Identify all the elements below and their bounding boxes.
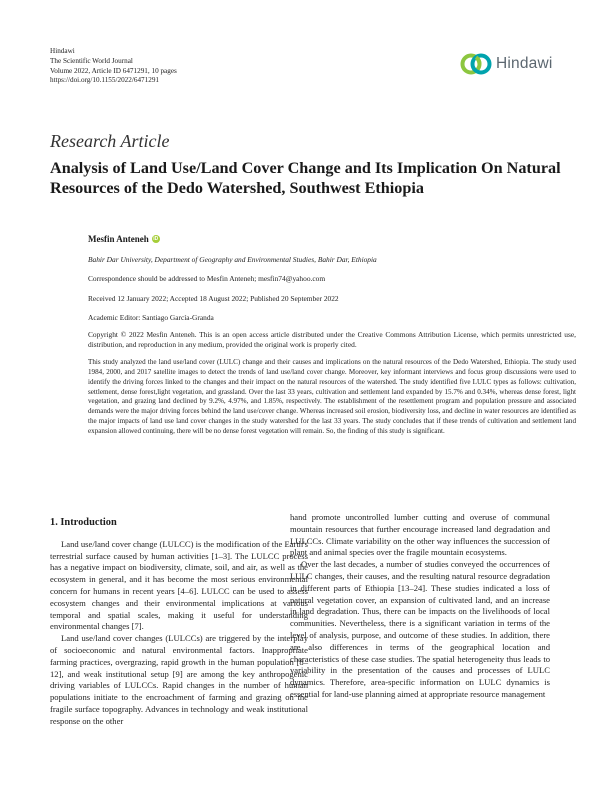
body-column-left: [50, 517, 308, 728]
logo-text: Hindawi: [496, 55, 553, 72]
publication-dates: Received 12 January 2022; Accepted 18 August 2022; Published 20 September 2022: [88, 294, 339, 303]
abstract: This study analyzed the land use/land cover (LULC) change and their causes and implications on the natural resources of the Dedo Watershed, Ethiopia. The study used 1984, 2000, and 2017 satellite images to detect the trends of land use/land cover change. Moreover, key informant interviews and focus group discussions were used to identify the driving forces linked to the changes and their impact on the natural resources of the watershed. The study identified five LULC types as follows: cultivation, settlement, dense forest,light vegetation, and grassland. Over the last 33 years, cultivation and settlement land expanded by 15.7% and 0.34%, whereas dense forest, light vegetation, and grazing land declined by 9.2%, 4.97%, and 1.85%, respectively. The establishment of the resettlement program and population pressure and associated demands were the major driving forces behind the land use/cover change. Whereas increased soil erosion, biodiversity loss, and decline in water resources are identified as the major impacts of land use land cover changes in the study watershed for the last 33 years. The study concludes that if these trends of cultivation and settlement land expansion allowed continuing, there will be no dense forest vegetation will remain. So, the finding of this study is significant.: [88, 358, 576, 435]
correspondence: Correspondence should be addressed to Mesfin Anteneh; mesfin74@yahoo.com: [88, 274, 326, 283]
body-paragraph: Land use/land cover changes (LULCCs) are triggered by the interplay of socioeconomic and natural environmental factors. Inappropriate farming practices, overgrazing, rapid growth in the human population [8–12], and weak institutional setup [9] are among the key anthropogenic driving variables of LULCCs. Rapid changes in the number of human populations initiate to the encroachment of farming and grazing on the fragile surface topography. Advances in technology and weak institutional response on the other: [50, 633, 308, 726]
body-paragraph: Land use/land cover change (LULCC) is the modification of the Earth's terrestrial surface caused by human activities [1–3]. The LULCC process has a negative impact on biodiversity, climate, soil, and air, as well as the ecosystem in general, and it has become the most serious environmental concern for humans in recent years [4–6]. LULCC can be used to assess ecosystem changes and their environmental implications at various temporal and spatial scales, making it useful for understanding environmental changes [7].: [50, 538, 308, 632]
body-paragraph: Over the last decades, a number of studies conveyed the occurrences of LULC changes, their causes, and the resulting natural resource degradation in different parts of Ethiopia [13–24]. These studies indicated a loss of natural vegetation cover, an expansion of cultivated land, and an increase in land degradation. Thus, there can be impacts on the livelihoods of local communities. Nevertheless, there is a significant variation in terms of the level of analysis, purpose, and outcome of these studies. In addition, there are also differences in terms of the geographical location and characteristics of these case studies. The spatial heterogeneity thus leads to variability in the presentation of the causes and processes of LULC dynamics. Therefore, area-specific information on LULC dynamics is essential for land-use planning aimed at appropriate resource management: [290, 559, 550, 699]
author-line: [88, 234, 160, 244]
section-title: 1. Introduction: [50, 517, 117, 528]
academic-editor: Academic Editor: Santiago García-Granda: [88, 313, 214, 322]
publisher-name: Hindawi: [50, 47, 75, 55]
body-column-right: [290, 512, 550, 701]
author-name[interactable]: Mesfin Anteneh: [88, 234, 149, 244]
hindawi-rings-icon: [459, 52, 493, 76]
article-title: Analysis of Land Use/Land Cover Change and Its Implication On Natural Resources of the Dedo Watershed, Southwest Ethiopia: [50, 159, 561, 197]
affiliation: Bahir Dar University, Department of Geography and Environmental Studies, Bahir Dar, Ethiopia: [88, 255, 377, 264]
copyright-notice: Copyright © 2022 Mesfin Anteneh. This is an open access article distributed under the Creative Commons Attribution License, which permits unrestricted use, distribution, and reproduction in any medium, provided the original work is properly cited.: [88, 330, 576, 349]
hindawi-logo: [459, 52, 553, 76]
doi-link[interactable]: https://doi.org/10.1155/2022/6471291: [50, 76, 160, 85]
volume-info: Volume 2022, Article ID 6471291, 10 pages: [50, 66, 177, 75]
orcid-icon[interactable]: iD: [153, 236, 159, 242]
journal-name: The Scientific World Journal: [50, 56, 133, 65]
journal-meta: [50, 47, 177, 86]
article-type: Research Article: [50, 131, 170, 151]
body-paragraph: hand promote uncontrolled lumber cutting and overuse of communal mountain resources that further encourage increased land degradation and LULCCs. Climate variability on the other way influences the succession of plant and animal species over the fragile mountain ecosystems.: [290, 512, 550, 558]
